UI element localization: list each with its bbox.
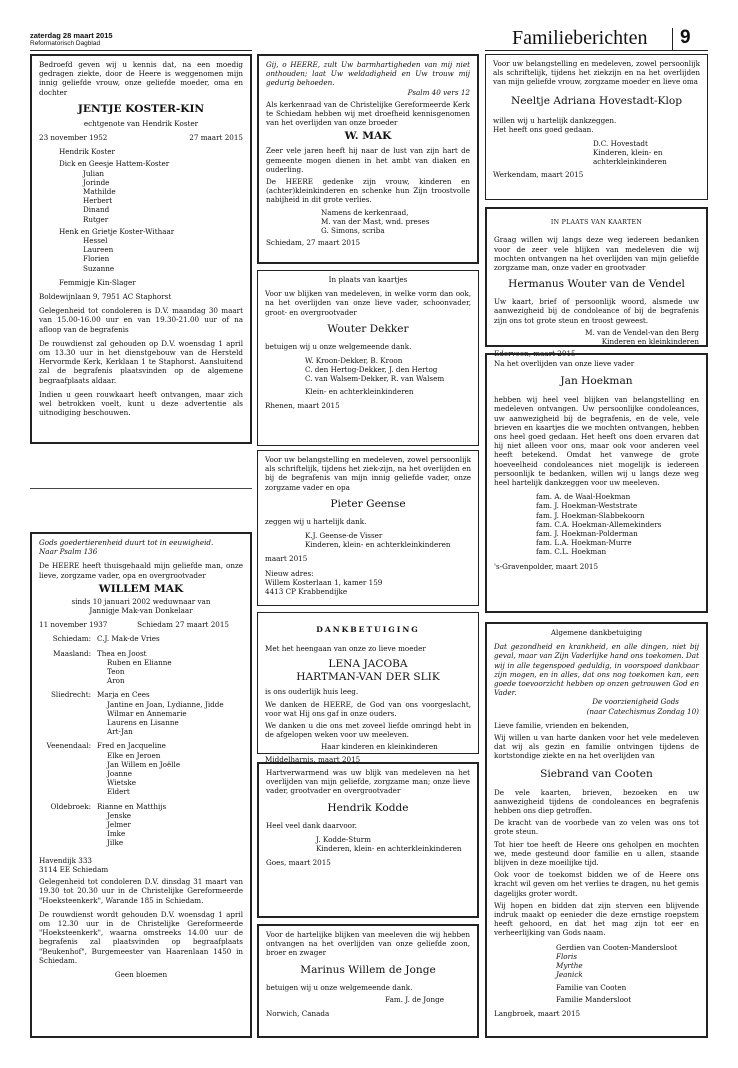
ad-paragraph: Tot hier toe heeft de Heere ons geholpen en mochten we, mede gesteund door familie en u allen, staande blijven in deze moeilijke tijd.	[494, 839, 699, 868]
signature: C. van Walsem-Dekker, R. van Walsem	[305, 374, 445, 384]
thanks-line: betuigen wij u onze welgemeende dank.	[266, 982, 413, 992]
family-line	[39, 802, 243, 811]
ad-intro: Als kerkenraad van de Christelijke Gereformeerde Kerk te Schiedam hebben wij met droefheid kennisgenomen van het overlijden van onze broeder	[266, 99, 470, 128]
ad-intro: Na het overlijden van onze lieve vader	[494, 359, 635, 368]
ad-paragraph: De HEERE gedenke zijn vrouw, kinderen en (achter)kleinkinderen en schenke hun Zijn troostvolle nabijheid in dit grote verlies.	[266, 177, 470, 205]
signature: Kinderen, klein- en achterkleinkinderen	[305, 540, 451, 550]
signature: J. Kodde-Sturm	[316, 834, 371, 844]
family-line	[39, 838, 243, 847]
family-line	[39, 829, 243, 838]
ad-heading: Algemene dankbetuiging	[550, 628, 643, 637]
signature: achterkleinkinderen	[593, 157, 667, 167]
place-date: Rhenen, maart 2015	[265, 400, 340, 410]
family-child: Laureen	[83, 245, 114, 255]
verse-reference: Naar Psalm 136	[39, 547, 98, 557]
quote-reference: De voorzienigheid Gods	[592, 697, 679, 707]
thanks-line: Heel veel dank daarvoor.	[266, 820, 357, 830]
death-date: 27 maart 2015	[189, 133, 243, 143]
family-member: Rianne en Matthijs	[97, 801, 167, 811]
family-line	[39, 649, 243, 658]
family-line	[39, 658, 243, 667]
family-member: Jantine en Joan, Lydianne, Jidde	[107, 699, 224, 709]
family-member: Ruben en Elianne	[107, 657, 172, 667]
deceased-name: JENTJE KOSTER-KIN	[77, 102, 205, 115]
ad-intro: De HEERE heeft thuisgehaald mijn geliefde man, onze lieve, zorgzame vader, opa en overgrootvader	[39, 561, 243, 580]
ad-line: is ons ouderlijk huis leeg.	[265, 687, 359, 697]
family-line: Dick en Geesje Hattem-Koster	[59, 159, 170, 169]
new-address: Nieuw adres:	[265, 568, 314, 578]
family-member: Teon	[107, 667, 125, 677]
family-member: C.J. Mak-de Vries	[97, 634, 160, 644]
deceased-name: Hendrik Kodde	[327, 801, 409, 814]
family-child: Florien	[83, 254, 110, 264]
ad-paragraph: Zeer vele jaren heeft hij naar de lust van zijn hart de gemeente mogen dienen in het ambt van diaken en ouderling.	[266, 146, 470, 174]
family-line: fam. C.L. Hoekman	[536, 547, 607, 557]
family-member: Jilke	[107, 838, 124, 848]
family-line: fam. A. de Waal-Hoekman	[536, 492, 631, 502]
condolence-info: Gelegenheid tot condoleren D.V. dinsdag 31 maart van 19.30 tot 20.30 uur in de Christelijke Gereformeerde "Hoeksteenkerk", Warande 185 in Schiedam.	[39, 877, 243, 905]
family-line: fam. C.A. Hoekman-Allemekinders	[536, 519, 662, 529]
family-line	[39, 667, 243, 676]
deceased-subtitle: Jannigje Mak-van Donkelaar	[89, 606, 193, 616]
header-date: zaterdag 28 maart 2015	[30, 31, 113, 40]
signature: W. Kroon-Dekker, B. Kroon	[305, 356, 403, 366]
thanks-line: betuigen wij u onze welgemeende dank.	[265, 341, 412, 351]
ad-paragraph: Ook voor de toekomst bidden we of de Heere ons kracht wil geven om het verlies te dragen, nu het gemis dagelijks groter wordt.	[494, 870, 699, 898]
deceased-subtitle: sinds 10 januari 2002 weduwnaar van	[71, 596, 211, 606]
family-line	[39, 811, 243, 820]
family-line	[39, 820, 243, 829]
place-date: Norwich, Canada	[266, 1009, 330, 1019]
no-flowers-note: Geen bloemen	[114, 969, 168, 979]
bible-verse: Gij, o HEERE, zult Uw barmhartigheden van mij niet onthouden; laat Uw weldadigheid en Uw trouw mij gedurig behoeden.	[266, 60, 470, 88]
family-child: Hessel	[83, 236, 108, 246]
family-member: Eldert	[107, 787, 130, 797]
deceased-name: W. MAK	[344, 130, 392, 143]
family-member: Aron	[107, 676, 125, 686]
ad-kerkenraad-mak	[257, 54, 479, 264]
family-member: Marja en Cees	[97, 690, 150, 700]
family-line	[39, 741, 243, 750]
catechism-quote: Dat gezondheid en krankheid, en alle dingen, niet bij geval, maar van Zijn Vaderlijke hand ons toekomen. Dat wij in alle tegenspoed geduldig, in voorspoed dankbaar zijn mogen, en in alles, dat ons nog toekomen kan, een goede toevoorzicht hebben op onzen getrouwen God en Vader.	[494, 642, 699, 698]
place-date: maart 2015	[265, 554, 308, 564]
family-line: Femmigje Kin-Slager	[59, 277, 136, 287]
family-line	[39, 690, 243, 699]
family-member: Jan Willem en Joëlle	[107, 759, 181, 769]
place-label: Sliedrecht:	[50, 690, 91, 700]
ad-jan-hoekman	[485, 353, 708, 613]
ad-heading: IN PLAATS VAN KAARTEN	[550, 219, 643, 227]
child-name: Jeanick	[556, 970, 583, 980]
child-name: Floris	[556, 951, 578, 961]
invitation-note: Indien u geen rouwkaart heeft ontvangen, maar zich wel betrokken voelt, kunt u deze advertentie als uitnodiging beschouwen.	[39, 389, 243, 418]
family-member: Elke en Jeroen	[107, 750, 161, 760]
ad-pieter-geense	[257, 450, 479, 606]
deceased-name: Marinus Willem de Jonge	[300, 963, 436, 976]
ad-paragraph: hebben wij heel veel blijken van belangstelling en medeleven ontvangen. Uw persoonlijke condoleances, uw aanwezigheid bij de begrafenis, en de vele, vele brieven en kaartjes die we mochten ontvangen, hebben ons heel goed gedaan. Het heeft ons doen ervaren dat hij niet alleen voor ons, maar ook voor anderen veel heeft betekend. Omdat het vanwege de grote hoeveelheid condoleances niet mogelijk is iedereen persoonlijk te bedanken, willen wij u langs deze weg heel hartelijk dankzeggen voor uw meeleven.	[494, 395, 699, 488]
ad-van-de-vendel	[485, 207, 708, 359]
ad-heading: DANKBETUIGING	[316, 624, 420, 634]
ad-de-jonge	[257, 924, 479, 1038]
dates-row	[39, 620, 243, 629]
family-line: Henk en Grietje Koster-Withaar	[59, 226, 175, 236]
ad-intro: Voor de hartelijke blijken van meeleven die wij hebben ontvangen na het overlijden van onze geliefde zoon, broer en zwager	[266, 930, 470, 958]
family-list	[39, 634, 243, 852]
signature: K.J. Geense-de Visser	[305, 531, 383, 541]
ad-hartman	[257, 612, 479, 764]
family-line: fam. J. Hoekman-Weststrate	[536, 501, 638, 511]
place-label: Schiedam:	[52, 634, 91, 644]
family-line: Familie van Cooten	[556, 982, 627, 992]
place-date: 's-Gravenpolder, maart 2015	[494, 561, 599, 571]
new-address: 4413 CP Krabbendijke	[265, 587, 348, 597]
family-member: Wietske	[107, 778, 136, 788]
service-info: De rouwdienst wordt gehouden D.V. woensdag 1 april om 12.30 uur in de Christelijke Gereformeerde "Hoeksteenkerk", waarna omstreeks 14.00 uur de begrafenis zal plaatsvinden op begraafplaats "Beukenhof", Burgemeester van Haarenlaan 1450 in Schiedam.	[39, 909, 243, 965]
ad-intro: Hartverwarmend was uw blijk van medeleven na het overlijden van mijn geliefde, zorgzame man; onze lieve vader, grootvader en overgrootvader	[266, 768, 470, 796]
ad-van-cooten	[485, 622, 708, 1038]
birth-date: 23 november 1952	[39, 133, 108, 143]
signature: Gerdien van Cooten-Mandersloot	[556, 942, 678, 952]
ad-paragraph: De vele kaarten, brieven, bezoeken en uw aanwezigheid tijdens de condoleances en begrafenis hebben ons diep getroffen.	[494, 787, 699, 816]
family-line: Hendrik Koster	[59, 147, 115, 157]
family-child: Jorinde	[83, 177, 110, 187]
family-line: fam. J. Hoekman-Polderman	[536, 529, 638, 539]
ad-paragraph: We danken u die ons met zoveel liefde omringd hebt in de afgelopen weken voor uw meeleven.	[265, 721, 471, 740]
ad-intro: Met het heengaan van onze zo lieve moeder	[265, 644, 426, 654]
address: 3114 EE Schiedam	[39, 864, 109, 874]
deceased-name: Jan Hoekman	[560, 375, 633, 388]
thanks-line: willen wij u hartelijk dankzeggen.	[493, 115, 617, 125]
section-title: Familieberichten	[512, 27, 648, 49]
signature: Kinderen en kleinkinderen	[601, 337, 699, 346]
family-child: Mathilde	[83, 187, 116, 197]
condolence-info: Gelegenheid tot condoleren is D.V. maandag 30 maart van 15.00-16.00 uur en van 19.30-21.00 uur of na afloop van de begrafenis	[39, 306, 243, 334]
family-child: Suzanne	[83, 263, 115, 273]
place-label: Oldebroek:	[50, 801, 91, 811]
address: Havendijk 333	[39, 855, 92, 865]
place-label: Veenendaal:	[46, 741, 91, 751]
family-member: Joanne	[107, 769, 133, 779]
ad-intro: Voor uw belangstelling en medeleven, zowel persoonlijk als schriftelijk, tijdens het ziekzijn en na het overlijden van mijn geliefde vrouw, zorgzame moeder en lieve oma	[493, 59, 700, 87]
family-line: fam. L.A. Hoekman-Murre	[536, 538, 632, 548]
header-rule-right	[485, 50, 708, 51]
ad-intro: Voor uw belangstelling en medeleven, zowel persoonlijk als schriftelijk, tijdens het ziek-zijn, na het overlijden en bij de begrafenis van mijn innig geliefde vader, onze zorgzame vader en opa	[265, 455, 471, 492]
verse-reference: Psalm 40 vers 12	[407, 87, 470, 97]
family-line	[39, 778, 243, 787]
family-child: Julian	[83, 168, 105, 178]
signature: M. van der Mast, wnd. preses	[321, 216, 430, 226]
family-child: Herbert	[83, 196, 113, 206]
death-date: Schiedam 27 maart 2015	[137, 620, 229, 630]
ad-paragraph: We danken de HEERE, de God van ons voorgeslacht, voor wat Hij ons gaf in onze ouders.	[265, 699, 471, 718]
deceased-name: Neeltje Adriana Hovestadt-Klop	[510, 94, 683, 107]
place-date: Middelharnis, maart 2015	[265, 754, 361, 764]
deceased-name: Hermanus Wouter van de Vendel	[508, 278, 685, 291]
ad-heading: In plaats van kaartjes	[328, 275, 408, 284]
family-member: Art-Jan	[107, 727, 133, 737]
signature: D.C. Hovestadt	[593, 139, 648, 149]
ad-willem-mak	[30, 532, 252, 1038]
greeting: Lieve familie, vrienden en bekenden,	[494, 720, 629, 730]
address: Boldewijnlaan 9, 7951 AC Staphorst	[39, 292, 172, 302]
quote-reference: (naar Catechismus Zondag 10)	[586, 706, 699, 716]
ad-paragraph: Uw kaart, brief of persoonlijk woord, alsmede uw aanwezigheid bij de condoleance of bij de begrafenis zijn ons tot grote steun en troost geweest.	[494, 297, 699, 325]
signature: Klein- en achterkleinkinderen	[305, 386, 414, 396]
child-name: Myrthe	[556, 961, 583, 971]
family-line	[39, 787, 243, 796]
birth-date: 11 november 1937	[39, 620, 108, 630]
ad-paragraph: Wij hopen en bidden dat zijn sterven een blijvende indruk maakt op eenieder die deze ernstige roepstem heeft gehoord, en dat het mag zijn tot eer en verheerlijking van Gods naam.	[494, 900, 699, 938]
deceased-name: Siebrand van Cooten	[540, 767, 653, 780]
deceased-name: Wouter Dekker	[327, 322, 409, 335]
ad-hovestadt-klop	[485, 54, 708, 200]
signature: C. den Hertog-Dekker, J. den Hertog	[305, 365, 438, 375]
place-date: Goes, maart 2015	[266, 858, 331, 868]
place-date: Ederveen, maart 2015	[494, 349, 576, 359]
bible-verse: Gods goedertierenheid duurt tot in eeuwigheid.	[39, 538, 214, 547]
ad-line: Het heeft ons goed gedaan.	[493, 124, 594, 134]
place-date: Schiedam, 27 maart 2015	[266, 238, 361, 248]
ad-wouter-dekker	[257, 270, 479, 446]
family-line	[39, 634, 243, 643]
family-member: Jelmer	[107, 820, 131, 830]
deceased-name: LENA JACOBA	[328, 658, 408, 671]
family-member: Wilmar en Annemarie	[107, 708, 187, 718]
family-child: Rutger	[83, 214, 109, 224]
ad-intro: Wij willen u van harte danken voor het vele medeleven dat wij als gezin en familie ontvingen tijdens de kortstondige ziekte en na het overlijden van	[494, 733, 699, 761]
column-divider	[30, 488, 252, 489]
family-member: Fred en Jacqueline	[97, 741, 166, 751]
family-line: fam. J. Hoekman-Slabbekoorn	[536, 510, 645, 520]
deceased-subtitle: echtgenote van Hendrik Koster	[83, 118, 199, 128]
family-line	[39, 727, 243, 736]
new-address: Willem Kosterlaan 1, kamer 159	[265, 577, 383, 587]
family-line	[39, 709, 243, 718]
header-rule-left	[30, 50, 252, 51]
family-member: Laurens en Lisanne	[107, 718, 179, 728]
family-line	[39, 700, 243, 709]
header-divider	[672, 28, 673, 50]
place-date: Langbroek, maart 2015	[494, 1008, 581, 1018]
deceased-name: WILLEM MAK	[98, 582, 184, 595]
ad-hendrik-kodde	[257, 762, 479, 918]
family-member: Thea en Joost	[97, 648, 147, 658]
signature: G. Simons, scriba	[321, 226, 385, 236]
ad-koster-kin	[30, 54, 252, 444]
header-paper: Reformatorisch Dagblad	[30, 40, 101, 47]
ad-intro: Graag willen wij langs deze weg iedereen bedanken voor de zeer vele blijken van medeleven die wij mochten ontvangen na het overlijden van mijn geliefde zorgzame man, onze vader en grootvader	[494, 235, 699, 272]
family-child: Dinand	[83, 205, 110, 215]
thanks-line: zeggen wij u hartelijk dank.	[265, 516, 367, 526]
signature: Kinderen, klein- en achterkleinkinderen	[316, 844, 462, 854]
place-label: Maasland:	[53, 648, 91, 658]
dates-row	[39, 133, 243, 142]
family-line	[39, 676, 243, 685]
place-date: Werkendam, maart 2015	[493, 169, 584, 179]
ad-intro: Voor uw blijken van medeleven, in welke vorm dan ook, na het overlijden van onze lieve vader, schoonvader, groot- en overgrootvader	[265, 289, 471, 317]
family-line	[39, 751, 243, 760]
signature: Haar kinderen en kleinkinderen	[321, 742, 438, 752]
signature: Kinderen, klein- en	[593, 148, 663, 158]
service-info: De rouwdienst zal gehouden op D.V. woensdag 1 april om 13.30 uur in het dienstgebouw van de Hersteld Hervormde Kerk, Kerklaan 1 te Staphorst. Aansluitend zal de begrafenis plaatsvinden op de algemene begraafplaats aldaar.	[39, 338, 243, 385]
family-member: Jenske	[107, 810, 132, 820]
ad-paragraph: De kracht van de voorbede van zo velen was ons tot grote steun.	[494, 818, 699, 837]
family-member: Imke	[107, 829, 126, 839]
signature: Fam. J. de Jonge	[385, 994, 444, 1004]
ad-intro: Bedroefd geven wij u kennis dat, na een moedig gedragen ziekte, door de Heere is weggenomen mijn innig geliefde vrouw, onze geliefde moeder, oma en dochter	[39, 60, 243, 97]
deceased-name: HARTMAN-VAN DER SLIK	[296, 671, 440, 684]
signature: Namens de kerkenraad,	[321, 207, 409, 217]
family-line: Familie Mandersloot	[556, 994, 632, 1004]
page-number: 9	[680, 27, 691, 48]
deceased-name: Pieter Geense	[330, 497, 406, 510]
family-line	[39, 769, 243, 778]
signature: M. van de Vendel-van den Berg	[585, 327, 699, 337]
family-line	[39, 760, 243, 769]
family-line	[39, 718, 243, 727]
